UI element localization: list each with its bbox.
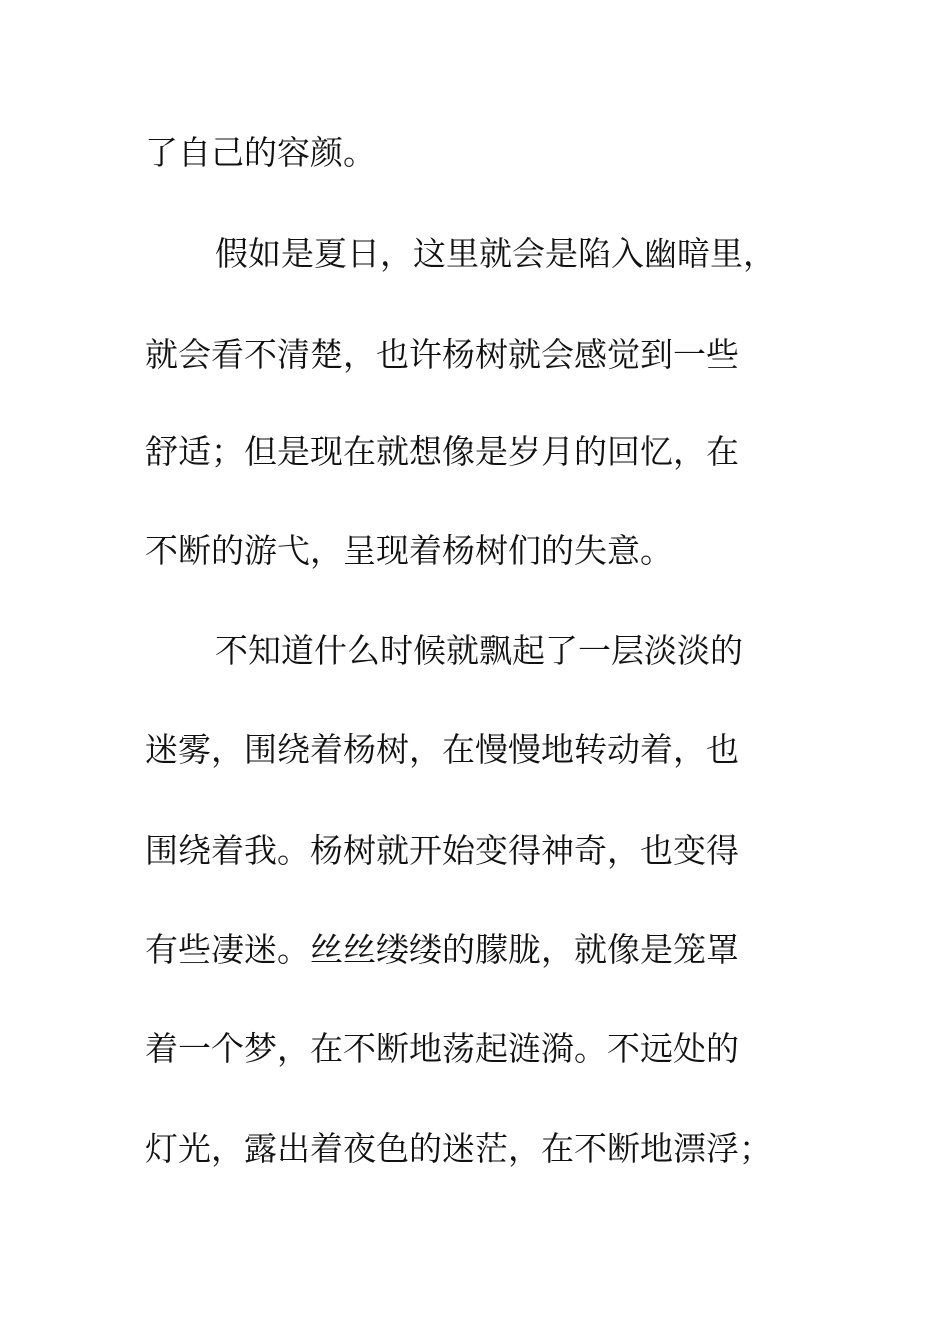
text-line-1: 了自己的容颜。: [145, 133, 376, 172]
text-line-7: 迷雾，围绕着杨树，在慢慢地转动着，也: [145, 730, 739, 769]
text-line-2: 假如是夏日，这里就会是陷入幽暗里，: [215, 234, 776, 273]
text-line-8: 围绕着我。杨树就开始变得神奇，也变得: [145, 831, 739, 870]
text-line-11: 灯光，露出着夜色的迷茫，在不断地漂浮；: [145, 1129, 772, 1168]
text-line-6: 不知道什么时候就飘起了一层淡淡的: [215, 631, 743, 670]
text-line-3: 就会看不清楚，也许杨树就会感觉到一些: [145, 335, 739, 374]
text-line-10: 着一个梦，在不断地荡起涟漪。不远处的: [145, 1029, 739, 1068]
text-line-9: 有些凄迷。丝丝缕缕的朦胧，就像是笼罩: [145, 930, 739, 969]
text-line-5: 不断的游弋，呈现着杨树们的失意。: [145, 531, 673, 570]
text-line-4: 舒适；但是现在就想像是岁月的回忆，在: [145, 432, 739, 471]
